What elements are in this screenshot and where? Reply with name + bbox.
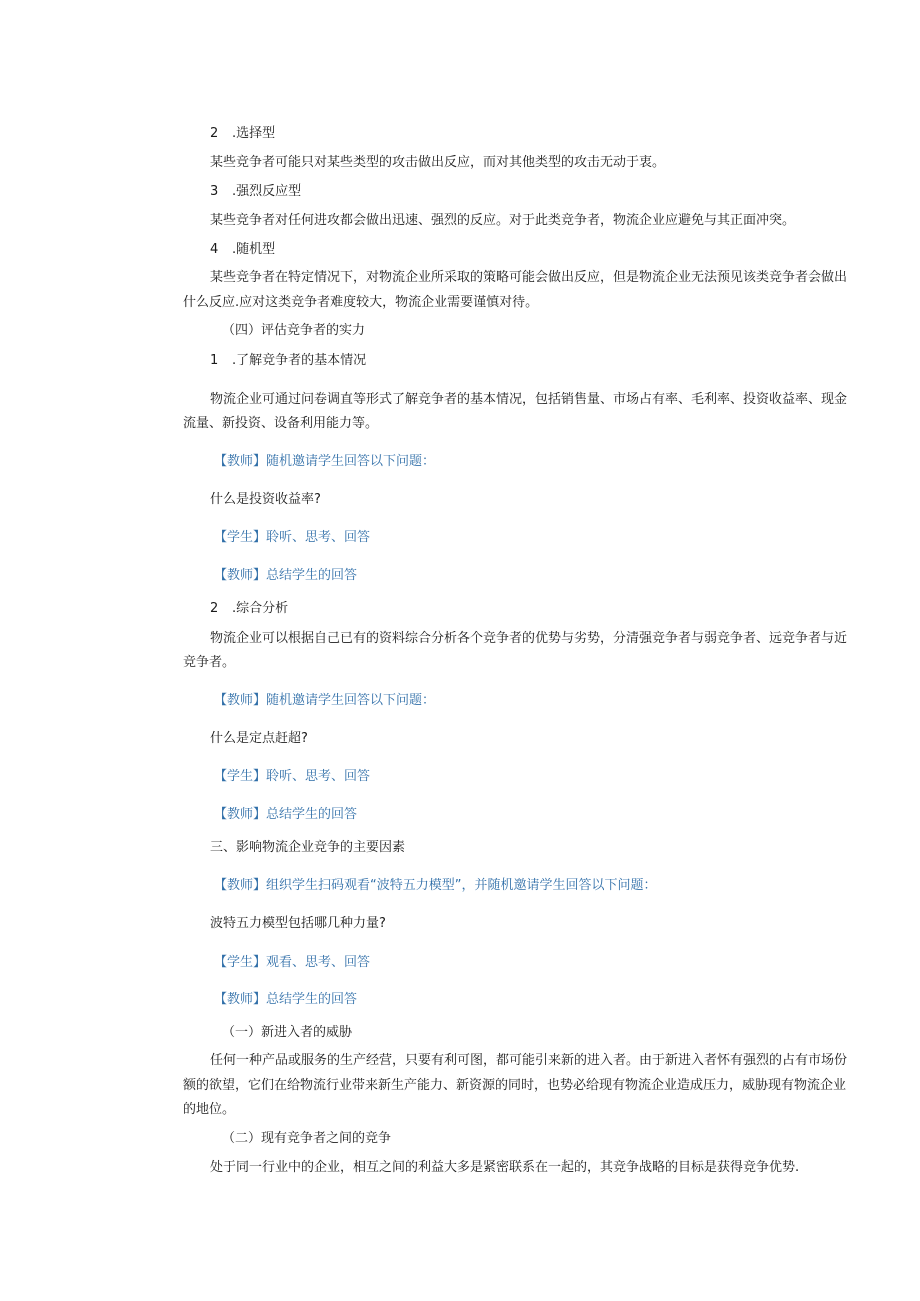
heading-comprehensive-analysis bbox=[210, 601, 288, 617]
paragraph-line: 的地位。 bbox=[183, 1102, 236, 1117]
teacher-note: 【教师】总结学生的回答 bbox=[214, 992, 358, 1007]
heading-number: 2 bbox=[210, 601, 219, 616]
teacher-note: 【教师】随机邀请学生回答以下问题： bbox=[214, 454, 436, 469]
paragraph: 某些竞争者可能只对某些类型的攻击做出反应，而对其他类型的攻击无动于衷。 bbox=[210, 155, 666, 170]
teacher-note: 【教师】组织学生扫码观看“波特五力模型”，并随机邀请学生回答以下问题： bbox=[214, 878, 657, 893]
section-heading: （二）现有竞争者之间的竞争 bbox=[222, 1131, 392, 1146]
teacher-note: 【教师】总结学生的回答 bbox=[214, 807, 358, 822]
paragraph-line: 某些竞争者在特定情况下，对物流企业所采取的策略可能会做出反应，但是物流企业无法预见该类竞争者会做出 bbox=[210, 270, 848, 285]
paragraph: 处于同一行业中的企业，相互之间的利益大多是紧密联系在一起的，其竞争战略的目标是获得竞争优势. bbox=[210, 1160, 800, 1175]
question: 波特五力模型包括哪几种力量? bbox=[210, 916, 386, 931]
heading-number: 4 bbox=[210, 242, 219, 257]
heading-text: .强烈反应型 bbox=[232, 184, 302, 199]
paragraph-line: 什么反应.应对这类竞争者难度较大，物流企业需要谨慎对待。 bbox=[183, 295, 539, 310]
paragraph-line: 物流企业可通过问卷调直等形式了解竞争者的基本情况，包括销售量、市场占有率、毛利率、投资收益率、现金 bbox=[210, 392, 848, 407]
heading-basic-info bbox=[210, 353, 366, 369]
heading-random-type bbox=[210, 242, 275, 258]
paragraph-line: 额的欲望，它们在给物流行业带来新生产能力、新资源的同时，也势必给现有物流企业造成压力，威胁现有物流企业 bbox=[183, 1078, 847, 1093]
student-note: 【学生】聆听、思考、回答 bbox=[214, 769, 371, 784]
student-note: 【学生】观看、思考、回答 bbox=[214, 955, 371, 970]
heading-number: 2 bbox=[210, 126, 219, 141]
chapter-heading: 三、影响物流企业竞争的主要因素 bbox=[210, 840, 406, 855]
paragraph: 某些竞争者对任何进攻都会做出迅速、强烈的反应。对于此类竞争者，物流企业应避免与其正面冲突。 bbox=[210, 213, 796, 228]
section-heading: （一）新进入者的威胁 bbox=[222, 1025, 353, 1040]
heading-text: .随机型 bbox=[232, 242, 276, 257]
section-heading: （四）评估竞争者的实力 bbox=[222, 323, 366, 338]
paragraph-line: 任何一种产品或服务的生产经营，只要有利可图，都可能引来新的进入者。由于新进入者怀有强烈的占有市场份 bbox=[210, 1053, 848, 1068]
heading-text: .选择型 bbox=[232, 126, 276, 141]
heading-number: 1 bbox=[210, 353, 219, 368]
question: 什么是投资收益率? bbox=[210, 492, 321, 507]
question: 什么是定点赶超? bbox=[210, 731, 308, 746]
heading-strong-reaction-type bbox=[210, 184, 301, 200]
heading-selective-type bbox=[210, 126, 275, 142]
teacher-note: 【教师】随机邀请学生回答以下问题： bbox=[214, 693, 436, 708]
paragraph-line: 流量、新投资、设备利用能力等。 bbox=[183, 416, 379, 431]
teacher-note: 【教师】总结学生的回答 bbox=[214, 568, 358, 583]
paragraph-line: 竞争者。 bbox=[183, 655, 236, 670]
heading-text: .了解竞争者的基本情况 bbox=[232, 353, 367, 368]
student-note: 【学生】聆听、思考、回答 bbox=[214, 530, 371, 545]
paragraph-line: 物流企业可以根据自己已有的资料综合分析各个竞争者的优势与劣势，分清强竞争者与弱竞争者、远竞争者与近 bbox=[210, 631, 848, 646]
heading-number: 3 bbox=[210, 184, 219, 199]
heading-text: .综合分析 bbox=[232, 601, 289, 616]
